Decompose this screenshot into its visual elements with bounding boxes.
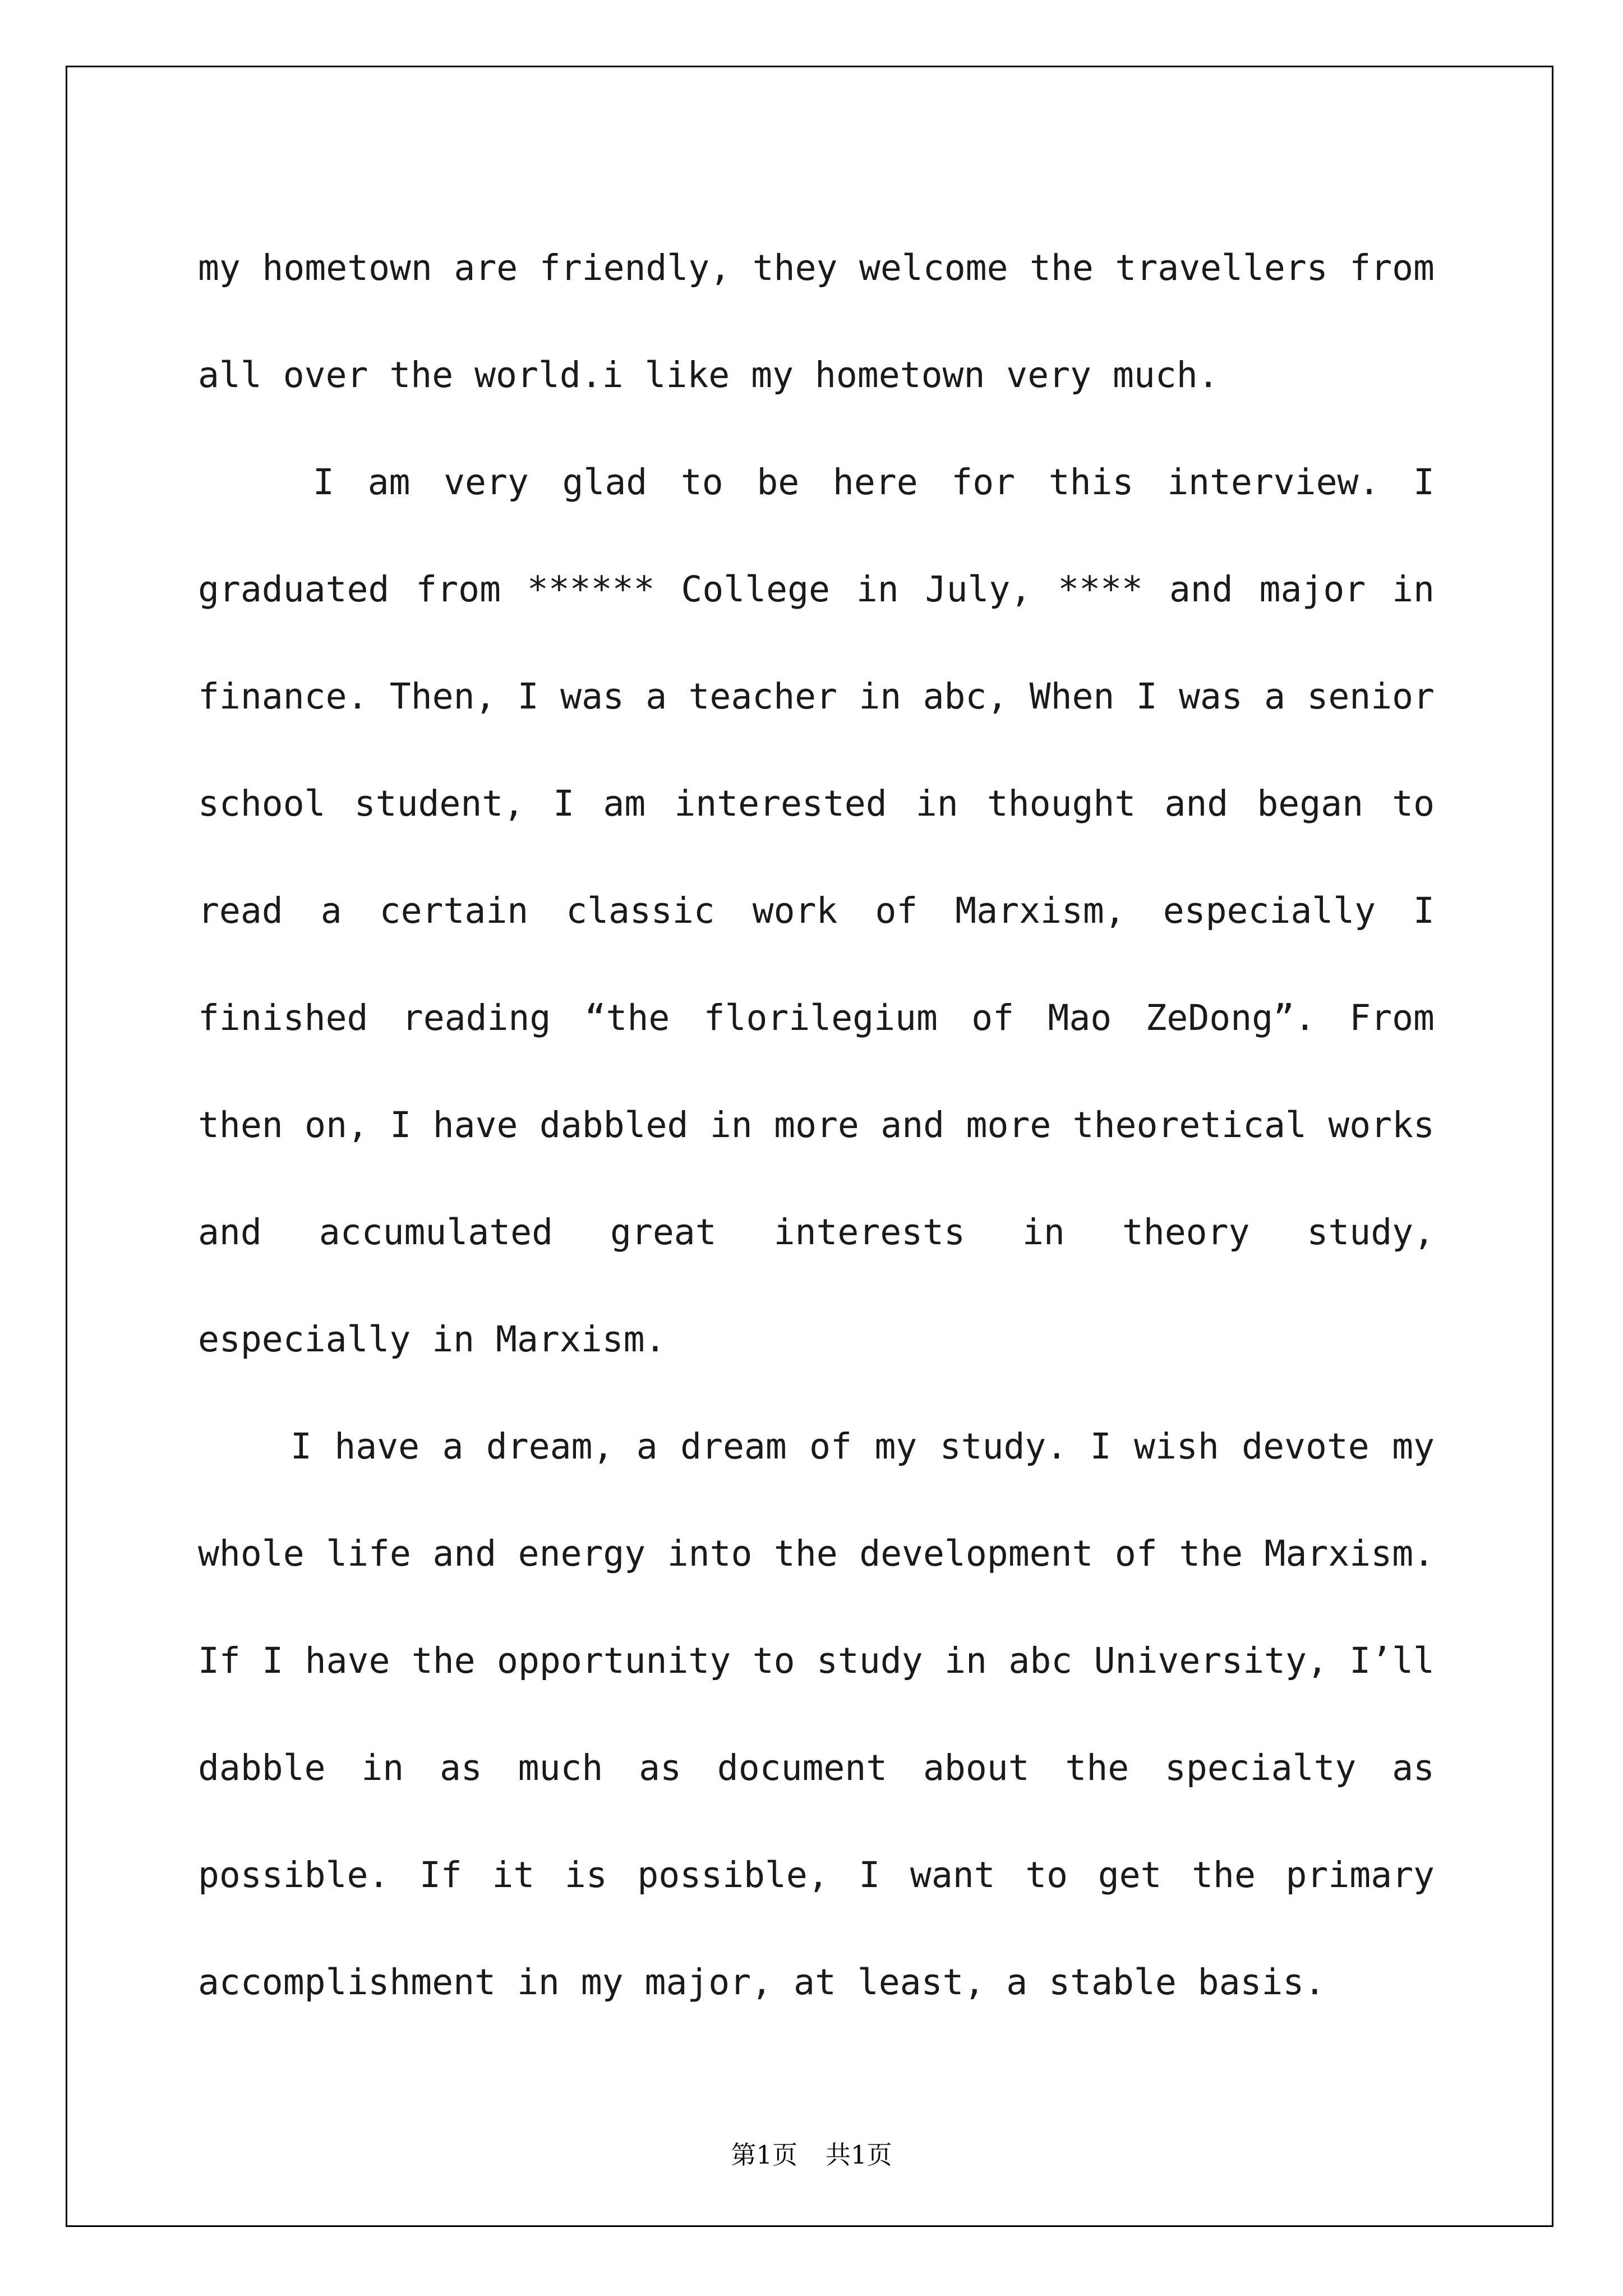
page-number: 第1页: [731, 2140, 797, 2170]
page-footer: [0, 2134, 1623, 2171]
paragraph-introduction: I am very glad to be here for this interview. I graduated from ****** College in July, **** and major in finance. Then, I was a teacher in abc, When I was a senior school student, I am interested in thought and began to read a certain classic work of Marxism, especially I finished reading “the florilegium of Mao ZeDong”. From then on, I have dabbled in more and more theoretical works and accumulated great interests in theory study, especially in Marxism.: [198, 462, 1435, 1360]
document-body: [198, 214, 1435, 2036]
page-total: 共1页: [826, 2140, 892, 2170]
paragraph-dream: I have a dream, a dream of my study. I wish devote my whole life and energy into the development of the Marxism. If I have the opportunity to study in abc University, I’ll dabble in as much as document about the specialty as possible. If it is possible, I want to get the primary accomplishment in my major, at least, a stable basis.: [198, 1426, 1435, 2003]
paragraph-hometown: my hometown are friendly, they welcome the travellers from all over the world.i like my hometown very much.: [198, 247, 1435, 395]
